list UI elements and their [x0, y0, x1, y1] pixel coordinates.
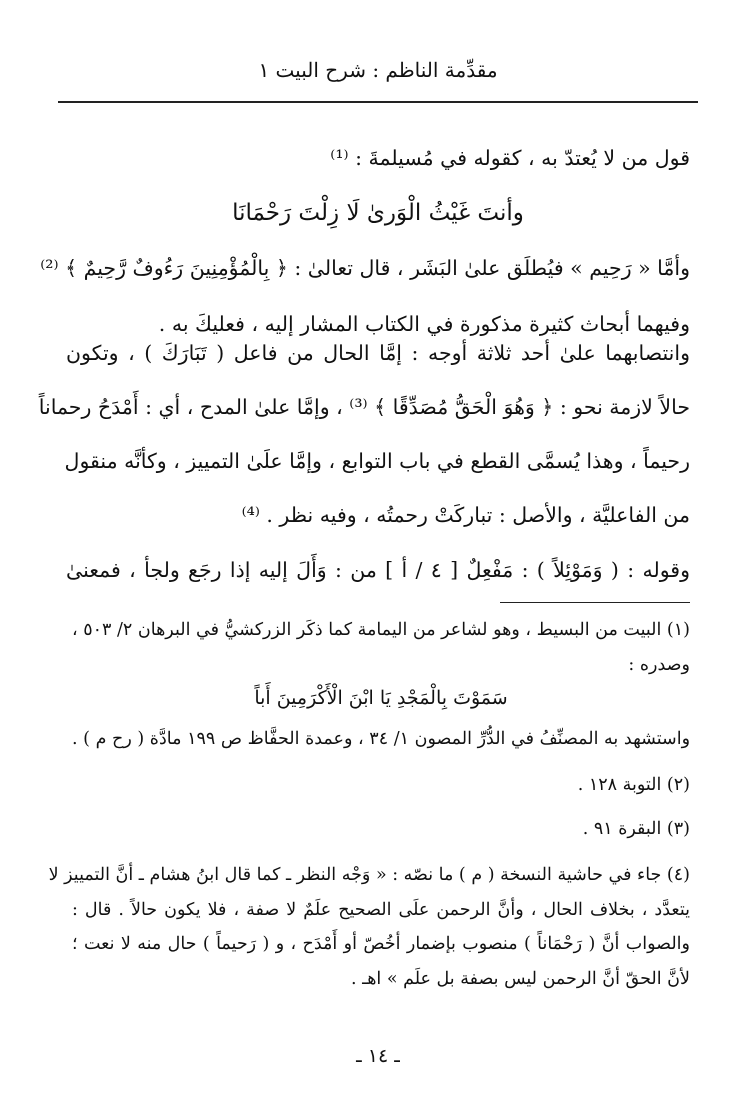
body-line: من الفاعليَّة ، والأصل : تباركَتْ رحمتُه ، وفيه نظر . ⁽⁴⁾ [241, 503, 690, 527]
body-line: وأمَّا « رَحِيم » فيُطلَق علىٰ البَشَر ، قال تعالىٰ : ﴿ بِالْمُؤْمِنِينَ رَءُوفٌ رَّحِيمٌ ﴾ ⁽²⁾ [40, 256, 690, 280]
footnote-line: لأنَّ الحقّ أنَّ الرحمن ليس بصفة بل علَم » اهـ . [350, 969, 690, 989]
body-line: وقوله : ( وَمَوْئِلاً ) : مَفْعِلٌ [ ٤ / أ ] من : وَأَلَ إليه إذا رجَع ولجأ ، فمعنىٰ [66, 558, 690, 582]
footnote-verse: سَمَوْتَ بِالْمَجْدِ يَا ابْنَ الْأَكْرَمِينَ أَباً [254, 687, 508, 709]
body-line: وانتصابهما علىٰ أحد ثلاثة أوجه : إمَّا الحال من فاعل ( تَبَارَكَ ) ، وتكون [66, 341, 690, 365]
footnote-divider [500, 602, 690, 603]
body-line: قول من لا يُعتدّ به ، كقوله في مُسيلمةَ : ⁽¹⁾ [330, 146, 690, 170]
body-line: حالاً لازمة نحو : ﴿ وَهُوَ الْحَقُّ مُصَدِّقًا ﴾ ⁽³⁾ ، وإمَّا علىٰ المدح ، أي : أَمْدَحُ رحماناً [38, 395, 690, 419]
body-line: وفيهما أبحاث كثيرة مذكورة في الكتاب المشار إليه ، فعليكَ به . [158, 312, 690, 336]
footnote-line: يتعدَّد ، بخلاف الحال ، وأنَّ الرحمن علَى الصحيح علَمٌ لا صفة ، فلا يكون حالاً . قال : [72, 900, 690, 920]
footnote-line: (٤) جاء في حاشية النسخة ( م ) ما نصّه : « وَجْه النظر ـ كما قال ابنُ هشام ـ أنَّ التمييز لا [48, 865, 690, 885]
footnote-line: واستشهد به المصنِّفُ في الدُّرِّ المصون ١/ ٣٤ ، وعمدة الحفَّاظ ص ١٩٩ مادَّة ( رح م ) . [72, 729, 691, 749]
footnote-line: وصدره : [628, 655, 690, 675]
page-number: ـ ١٤ ـ [356, 1045, 400, 1067]
footnote-line: والصواب أنَّ ( رَحْمَاناً ) منصوب بإضمار أخُصّ أو أَمْدَح ، و ( رَحيماً ) حال منه لا نعت ؛ [72, 934, 690, 954]
footnote-line: (١) البيت من البسيط ، وهو لشاعر من اليمامة كما ذكَر الزركشيُّ في البرهان ٢/ ٥٠٣ ، [72, 620, 690, 640]
footnote-line: (٣) البقرة ٩١ . [582, 819, 690, 839]
running-header: مقدِّمة الناظم : شرح البيت ١ [258, 58, 498, 82]
body-line: رحيماً ، وهذا يُسمَّى القطع في باب التوابع ، وإمَّا علَىٰ التمييز ، وكأنَّه منقول [64, 449, 690, 473]
quoted-verse: وأنتَ غَيْثُ الْوَرىٰ لَا زِلْتَ رَحْمَانَا [232, 200, 524, 226]
header-divider [58, 101, 698, 103]
footnote-line: (٢) التوبة ١٢٨ . [577, 775, 690, 795]
